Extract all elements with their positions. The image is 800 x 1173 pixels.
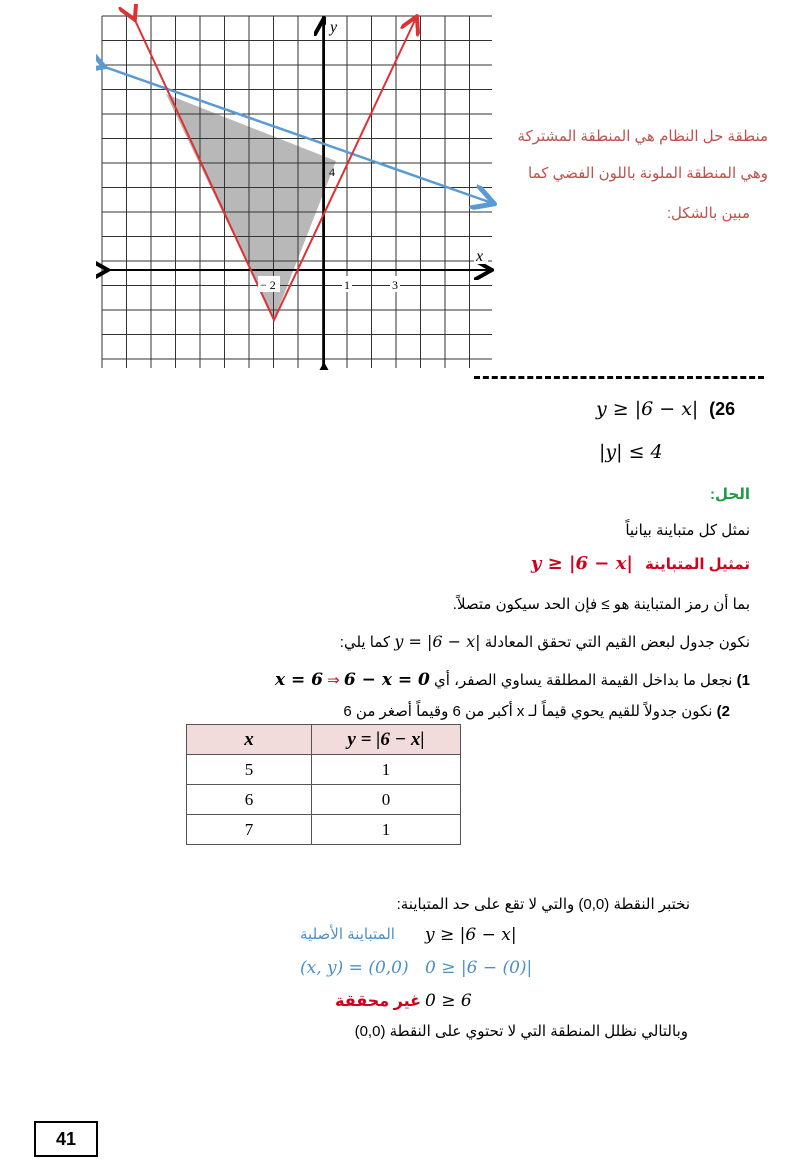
test-row-3-right: غير محققة [335,993,422,1010]
table-row [187,755,461,785]
table-cell: 0 [312,785,461,815]
step-2 [343,702,730,720]
test-row-1-right: المتباينة الأصلية [300,926,395,943]
sub-heading-math: y ≥ |6 − x| [530,553,633,574]
table-row [187,815,461,845]
side-note-line-1: منطقة حل النظام هي المنطقة المشتركة [517,128,768,145]
table-cell: 6 [187,785,312,815]
test-row-3-left: 0 ≥ 6 [425,991,472,1011]
step-2-number: 2) [716,703,730,720]
page-number: 41 [34,1121,98,1157]
step-1 [275,670,750,690]
step-1-math-b: x = 6 [274,670,323,690]
step-1-number: 1) [736,672,750,689]
test-row-2-left [425,958,532,978]
table-cell: 5 [187,755,312,785]
values-table [186,724,461,845]
shaded-solution-region [166,94,336,320]
test-row-1-left: y ≥ |6 − x| [425,925,517,945]
table-header-y: y = |6 − x| [312,725,461,755]
y-axis-label: y [330,19,338,36]
test-intro: نختبر النقطة (0,0) والتي لا تقع على حد المتباينة: [396,896,690,913]
solution-intro: نمثل كل متباينة بيانياً [625,522,750,539]
sub-heading [531,553,750,574]
tick-label-4: 4 [329,165,335,179]
dashed-divider [474,376,764,379]
solution-heading: الحل: [710,486,750,503]
step-1-text: نجعل ما بداخل القيمة المطلقة يساوي الصفر، أي [434,672,733,689]
conclusion: وبالتالي نظلل المنطقة التي لا تحتوي على النقطة (0,0) [354,1023,688,1040]
coordinate-graph [96,4,502,370]
problem-number: (26 [709,399,736,419]
test-row-2-expr: 0 ≥ |6 − (0)| [425,958,533,978]
table-row [187,785,461,815]
side-note-line-3: مبين بالشكل: [666,205,750,222]
x-axis-label: x [476,248,484,265]
tick-label-neg2: − 2 [260,278,276,292]
step-2-text: نكون جدولاً للقيم يحوي قيماً لـ x أكبر من 6 وقيماً أصغر من 6 [343,703,713,720]
table-header-x: x [187,725,312,755]
table-intro-pre: نكون جدول لبعض القيم التي تحقق المعادلة [484,634,750,651]
table-cell: 1 [312,755,461,785]
table-intro-post: كما يلي: [339,634,391,651]
tick-label-3: 3 [392,278,398,292]
table-cell: 7 [187,815,312,845]
step-1-arrow: ⇒ [327,672,340,689]
inequality-2: |y| ≤ 4 [599,441,663,463]
tick-label-1: 1 [344,278,350,292]
test-row-2-right: (x, y) = (0,0) [300,958,409,978]
side-note-line-2: وهي المنطقة الملونة باللون الفضي كما [528,165,768,182]
sub-heading-text: تمثيل المتباينة [644,556,750,573]
table-intro-math: y = |6 − x| [394,632,481,651]
inequality-1: y ≥ |6 − x| [596,398,699,420]
solid-boundary-line: بما أن رمز المتباينة هو ≥ فإن الحد سيكون متصلاً. [452,596,750,613]
step-1-math-a: 6 − x = 0 [343,670,430,690]
table-cell: 1 [312,815,461,845]
problem-26 [596,398,735,421]
table-intro-line [340,632,750,651]
